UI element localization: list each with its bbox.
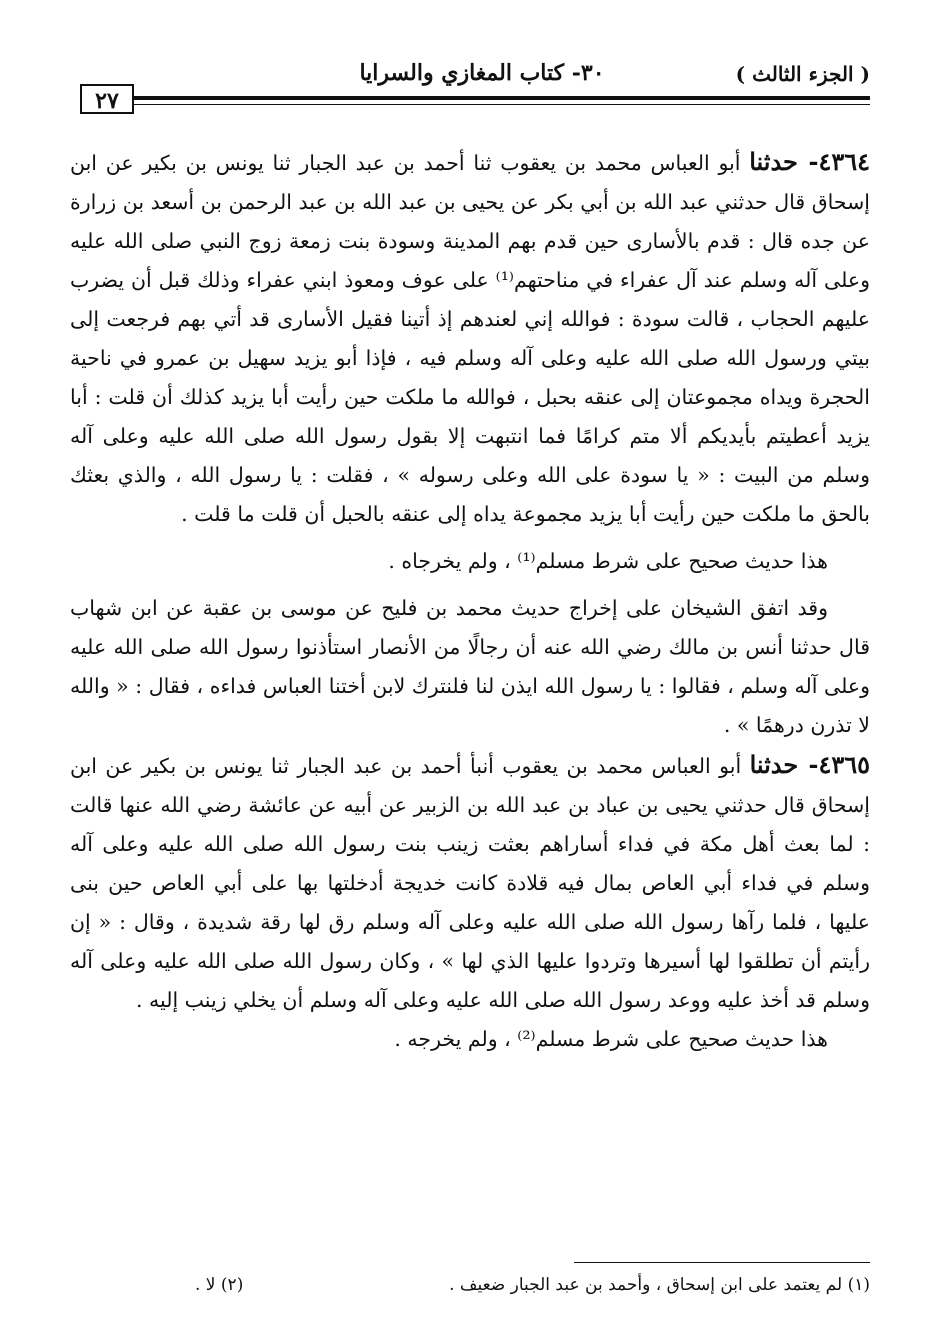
header-rule: [134, 96, 870, 100]
hadith-text: أبو العباس محمد بن يعقوب ثنا أحمد بن عبد الجبار ثنا يونس بن بكير عن ابن إسحاق قال حدثني عبد الله بن أبي بكر عن يحيى بن عبد الله بن عبد الرحمن بن أسعد بن زرارة عن جده قال : قدم بالأسارى حين قدم بهم المدينة وسودة بنت زمعة زوج النبي صلى الله عليه وعلى آله وسلم عند آل عفراء في مناحتهم⁽¹⁾ على عوف ومعوذ ابني عفراء وذلك قبل أن يضرب عليهم الحجاب ، قالت سودة : فوالله إني لعندهم إذ أتينا فقيل الأسارى قد أتي بهم فرجعت إلى بيتي ورسول الله صلى الله عليه وعلى آله وسلم فيه ، فإذا أبو يزيد سهيل بن عمرو في ناحية الحجرة ويداه مجموعتان إلى عنقه بحبل ، فوالله ما ملكت حين رأيت أبا يزيد كذلك أن قلت : أبا يزيد أعطيتم بأيديكم ألا متم كرامًا فما انتبهت إلا بقول رسول الله صلى الله عليه وعلى آله وسلم من البيت : « يا سودة على الله وعلى رسوله » ، فقلت : يا رسول الله ، والذي بعثك بالحق ما ملكت حين رأيت أبا يزيد مجموعة يداه إلى عنقه بالحبل أن قلت ما قلت .: [70, 151, 871, 526]
page-number: ٢٧: [80, 84, 134, 114]
page-body: [70, 142, 870, 1059]
hadith-text: أبو العباس محمد بن يعقوب أنبأ أحمد بن عبد الجبار ثنا يونس بن بكير عن ابن إسحاق قال حدثني يحيى بن عباد بن عبد الله بن الزبير عن أبيه عن عائشة رضي الله عنها قالت : لما بعث أهل مكة في فداء أساراهم بعثت زينب بنت رسول الله صلى الله عليه وعلى آله وسلم في فداء أبي العاص بمال فيه قلادة كانت خديجة أدخلتها بها على أبي العاص حين بنى عليها ، فلما رآها رسول الله صلى الله عليه وعلى آله وسلم رق لها رقة شديدة ، وقال : « إن رأيتم أن تطلقوا لها أسيرها وتردوا عليها الذي لها » ، وكان رسول الله صلى الله عليه وعلى آله وسلم قد أخذ عليه ووعد رسول الله صلى الله عليه وعلى آله وسلم أن يخلي زينب إليه .: [70, 754, 870, 1012]
hadith-number: ٤٣٦٥- حدثنا: [749, 750, 871, 779]
footnote-1: (١) لم يعتمد على ابن إسحاق ، وأحمد بن عبد الجبار ضعيف .: [449, 1275, 870, 1295]
hadith-4365: [70, 745, 870, 1020]
book-title: ٣٠- كتاب المغازي والسرايا: [359, 60, 605, 86]
volume-title: ( الجزء الثالث ): [735, 62, 870, 86]
grading-note: هذا حديث صحيح على شرط مسلم⁽²⁾ ، ولم يخرجه .: [394, 1027, 828, 1051]
commentary: وقد اتفق الشيخان على إخراج حديث محمد بن فليح عن موسى بن عقبة عن ابن شهاب قال حدثنا أنس بن مالك رضي الله عنه أن رجالًا من الأنصار استأذنوا رسول الله صلى الله عليه وعلى آله وسلم ، فقالوا : يا رسول الله ايذن لنا فلنترك لابن أختنا العباس فداءه ، فقال : « والله لا تذرن درهمًا » .: [70, 596, 870, 737]
hadith-number: ٤٣٦٤- حدثنا: [749, 147, 870, 176]
grading-note: هذا حديث صحيح على شرط مسلم⁽¹⁾ ، ولم يخرجاه .: [388, 549, 828, 573]
footnote-rule: [574, 1262, 870, 1263]
page-header: [72, 56, 870, 120]
header-rule-thin: [134, 104, 870, 105]
hadith-4364: [70, 142, 870, 534]
footnote-2: (٢) لا .: [195, 1275, 244, 1295]
